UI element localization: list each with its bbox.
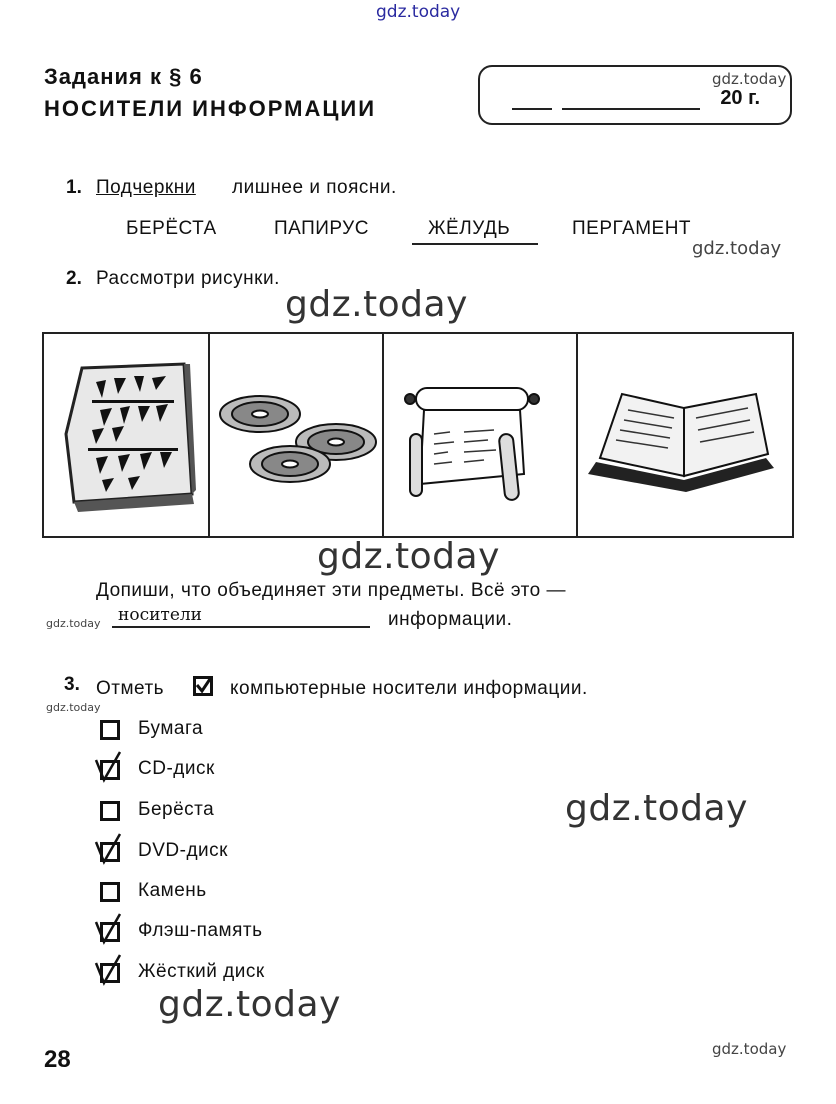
watermark: gdz.today: [565, 788, 748, 829]
task-3-instruction-end: компьютерные носители информации.: [230, 678, 588, 699]
cd-disc-icon: [210, 334, 382, 536]
check-mark-icon: [90, 910, 130, 946]
date-year: 20 г.: [720, 87, 760, 109]
watermark: gdz.today: [712, 70, 787, 88]
task-1-number: 1.: [66, 177, 82, 198]
answer-underline: [412, 243, 538, 245]
pictures-row: [42, 332, 794, 538]
word-option[interactable]: БЕРЁСТА: [126, 218, 217, 239]
check-mark-icon: [90, 748, 130, 784]
checkbox[interactable]: [100, 801, 120, 821]
page-number: 28: [44, 1046, 71, 1073]
word-option[interactable]: ПАПИРУС: [274, 218, 369, 239]
watermark: gdz.today: [712, 1040, 787, 1058]
option-label: DVD-диск: [138, 840, 228, 861]
book-icon: [578, 334, 792, 536]
task-1-instruction: лишнее и поясни.: [232, 177, 397, 198]
open-book-picture: [578, 334, 792, 536]
papyrus-scrolls-picture: [384, 334, 578, 536]
option-label: Камень: [138, 880, 207, 901]
task-3-instruction-start: Отметь: [96, 678, 165, 699]
check-sample-icon: [193, 676, 213, 696]
task-3-number: 3.: [64, 674, 80, 695]
check-mark-icon: [90, 830, 130, 866]
clay-tablet-icon: [44, 334, 208, 536]
answer-line: [112, 626, 370, 628]
option-label: CD-диск: [138, 758, 215, 779]
watermark: gdz.today: [46, 701, 101, 714]
checkbox[interactable]: [100, 882, 120, 902]
watermark: gdz.today: [317, 536, 500, 577]
watermark: gdz.today: [46, 617, 101, 630]
task-2-suffix: информации.: [388, 609, 513, 630]
watermark-top: gdz.today: [376, 2, 461, 22]
option-label: Жёсткий диск: [138, 961, 265, 982]
checkbox[interactable]: [100, 720, 120, 740]
task-2-answer[interactable]: носители: [118, 605, 203, 625]
section-subtitle: НОСИТЕЛИ ИНФОРМАЦИИ: [44, 96, 377, 121]
task-2-prompt: Допиши, что объединяет эти предметы. Всё это —: [96, 580, 566, 601]
section-title: Задания к § 6: [44, 64, 203, 89]
task-2-instruction: Рассмотри рисунки.: [96, 268, 280, 289]
word-option[interactable]: ПЕРГАМЕНТ: [572, 218, 692, 239]
watermark: gdz.today: [285, 284, 468, 325]
watermark: gdz.today: [158, 984, 341, 1025]
watermark: gdz.today: [692, 238, 782, 259]
task-1-instruction-verb: Подчеркни: [96, 177, 196, 198]
scroll-icon: [384, 334, 576, 536]
cd-discs-picture: [210, 334, 384, 536]
option-label: Бумага: [138, 718, 204, 739]
option-label: Флэш-память: [138, 920, 263, 941]
check-mark-icon: [90, 951, 130, 987]
task-2-number: 2.: [66, 268, 82, 289]
word-option-underlined[interactable]: ЖЁЛУДЬ: [428, 218, 511, 239]
date-field[interactable]: [478, 65, 792, 125]
clay-tablet-picture: [44, 334, 210, 536]
option-label: Берёста: [138, 799, 215, 820]
